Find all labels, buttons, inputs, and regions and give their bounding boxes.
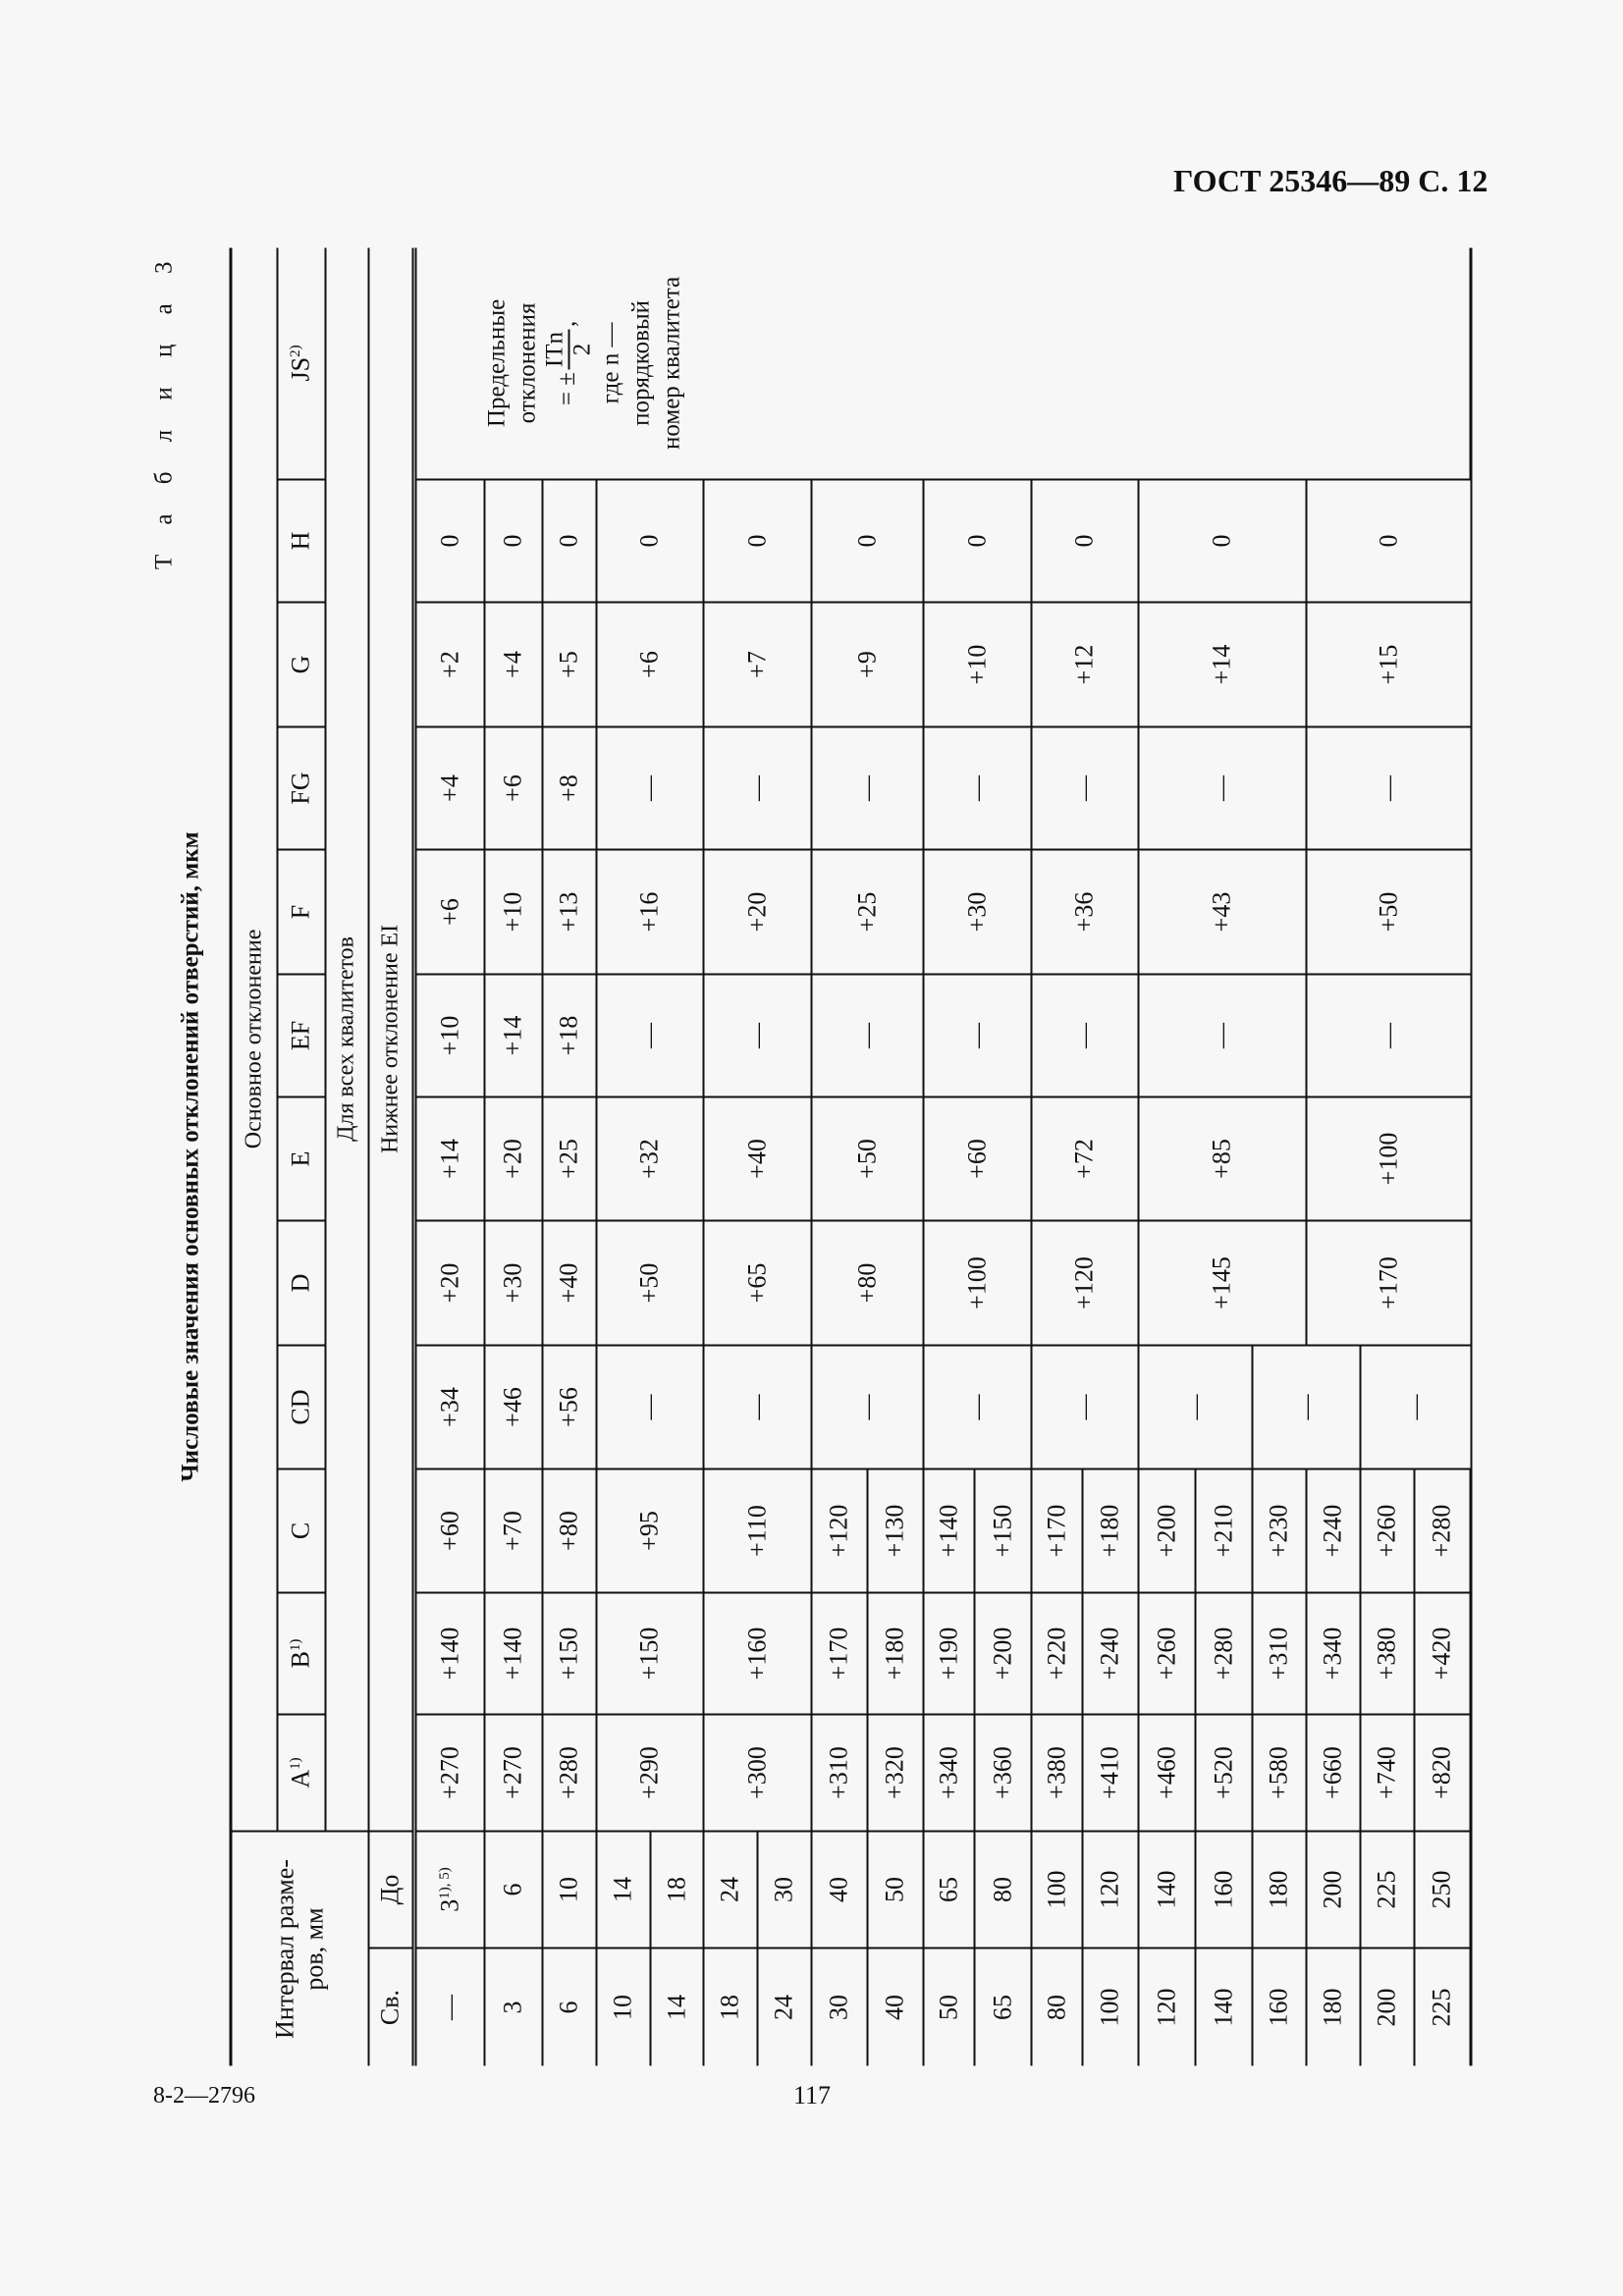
value-fg: — bbox=[1031, 727, 1138, 850]
value-e: +40 bbox=[703, 1097, 811, 1221]
footer-code: 8-2—2796 bbox=[153, 2083, 255, 2109]
value-f: +16 bbox=[596, 850, 703, 975]
value-c: +60 bbox=[414, 1469, 484, 1593]
size-to bbox=[867, 1832, 923, 1949]
value-c: +210 bbox=[1195, 1469, 1252, 1593]
column-letter: B bbox=[286, 1651, 315, 1669]
value-f: +20 bbox=[703, 850, 811, 975]
size-from: 10 bbox=[596, 1949, 650, 2066]
value-ef: — bbox=[1306, 975, 1471, 1097]
size-to-value: 160 bbox=[1209, 1870, 1237, 1909]
footnote-ref: 1), 5) bbox=[436, 1867, 453, 1899]
value-b: +310 bbox=[1252, 1593, 1306, 1715]
js-note-line: номер квалитета bbox=[658, 276, 685, 451]
size-to-value: 30 bbox=[769, 1877, 798, 1902]
value-d: +145 bbox=[1138, 1221, 1306, 1346]
value-g: +6 bbox=[596, 603, 703, 727]
size-to bbox=[596, 1832, 650, 1949]
size-from: 40 bbox=[867, 1949, 923, 2066]
value-fg: — bbox=[923, 727, 1031, 850]
value-f: +25 bbox=[811, 850, 923, 975]
size-to-value: 10 bbox=[554, 1877, 583, 1902]
value-cd: — bbox=[703, 1346, 811, 1469]
value-b: +340 bbox=[1306, 1593, 1360, 1715]
value-h: 0 bbox=[703, 480, 811, 603]
value-ef: — bbox=[811, 975, 923, 1097]
table-row bbox=[1306, 247, 1360, 2065]
value-a: +280 bbox=[542, 1715, 596, 1832]
value-c: +170 bbox=[1031, 1469, 1082, 1593]
value-d: +20 bbox=[414, 1221, 484, 1346]
table-row bbox=[923, 247, 974, 2065]
interval-header-line1: Интервал разме- bbox=[270, 1859, 299, 2039]
value-a: +660 bbox=[1306, 1715, 1360, 1832]
size-to bbox=[542, 1832, 596, 1949]
value-cd: — bbox=[1252, 1346, 1360, 1469]
column-header-js bbox=[277, 247, 325, 479]
fraction-denominator: 2 bbox=[568, 343, 596, 356]
main-deviation-header: Основное отклонение bbox=[231, 247, 277, 1831]
value-h: 0 bbox=[811, 480, 923, 603]
value-c: +180 bbox=[1082, 1469, 1138, 1593]
column-letter: FG bbox=[286, 772, 315, 805]
value-ef: — bbox=[1138, 975, 1306, 1097]
value-c: +200 bbox=[1138, 1469, 1195, 1593]
js-note-eq-suffix: , bbox=[554, 320, 581, 327]
js-note-line: где n — bbox=[597, 322, 624, 404]
size-to bbox=[811, 1832, 867, 1949]
value-a: +270 bbox=[484, 1715, 542, 1832]
value-a: +270 bbox=[414, 1715, 484, 1832]
table-row bbox=[484, 247, 542, 2065]
column-header-e bbox=[277, 1097, 325, 1221]
value-c: +70 bbox=[484, 1469, 542, 1593]
value-c: +150 bbox=[974, 1469, 1031, 1593]
value-a: +520 bbox=[1195, 1715, 1252, 1832]
column-header-g bbox=[277, 603, 325, 727]
value-ef: +10 bbox=[414, 975, 484, 1097]
value-c: +280 bbox=[1414, 1469, 1471, 1593]
column-header-d bbox=[277, 1221, 325, 1346]
value-h: 0 bbox=[414, 480, 484, 603]
value-b: +200 bbox=[974, 1593, 1031, 1715]
value-g: +2 bbox=[414, 603, 484, 727]
value-cd: — bbox=[811, 1346, 923, 1469]
size-from: 18 bbox=[703, 1949, 757, 2066]
size-to-value: 24 bbox=[715, 1877, 744, 1902]
size-to bbox=[1252, 1832, 1306, 1949]
interval-header bbox=[231, 1832, 368, 2066]
value-c: +80 bbox=[542, 1469, 596, 1593]
value-ef: +14 bbox=[484, 975, 542, 1097]
value-h: 0 bbox=[923, 480, 1031, 603]
rotated-table-block bbox=[132, 248, 1472, 2066]
value-a: +820 bbox=[1414, 1715, 1471, 1832]
value-b: +260 bbox=[1138, 1593, 1195, 1715]
value-f: +10 bbox=[484, 850, 542, 975]
size-to bbox=[1031, 1832, 1082, 1949]
size-to bbox=[757, 1832, 811, 1949]
value-a: +340 bbox=[923, 1715, 974, 1832]
value-b: +150 bbox=[542, 1593, 596, 1715]
value-fg: — bbox=[596, 727, 703, 850]
interval-header-line2: ров, мм bbox=[299, 1907, 329, 1991]
size-from: 100 bbox=[1082, 1949, 1138, 2066]
value-g: +4 bbox=[484, 603, 542, 727]
footnote-ref: 1) bbox=[287, 1757, 303, 1770]
value-f: +6 bbox=[414, 850, 484, 975]
value-ef: +18 bbox=[542, 975, 596, 1097]
js-note-line: Предельные bbox=[483, 298, 511, 428]
value-c: +130 bbox=[867, 1469, 923, 1593]
value-c: +260 bbox=[1360, 1469, 1414, 1593]
value-g: +12 bbox=[1031, 603, 1138, 727]
table-row bbox=[596, 247, 650, 2065]
value-d: +30 bbox=[484, 1221, 542, 1346]
size-from: 65 bbox=[974, 1949, 1031, 2066]
size-from: 6 bbox=[542, 1949, 596, 2066]
value-cd: +56 bbox=[542, 1346, 596, 1469]
value-c: +95 bbox=[596, 1469, 703, 1593]
value-f: +36 bbox=[1031, 850, 1138, 975]
column-letter: G bbox=[286, 655, 315, 674]
value-e: +60 bbox=[923, 1097, 1031, 1221]
value-f: +13 bbox=[542, 850, 596, 975]
table-row bbox=[1031, 247, 1082, 2065]
size-from: — bbox=[414, 1949, 484, 2066]
value-c: +110 bbox=[703, 1469, 811, 1593]
column-letter: CD bbox=[286, 1389, 315, 1425]
value-cd: — bbox=[1138, 1346, 1252, 1469]
value-h: 0 bbox=[542, 480, 596, 603]
value-d: +50 bbox=[596, 1221, 703, 1346]
value-a: +740 bbox=[1360, 1715, 1414, 1832]
value-e: +14 bbox=[414, 1097, 484, 1221]
value-cd: — bbox=[1360, 1346, 1471, 1469]
value-b: +420 bbox=[1414, 1593, 1471, 1715]
value-b: +140 bbox=[484, 1593, 542, 1715]
value-ef: — bbox=[703, 975, 811, 1097]
fraction-numerator: ITn bbox=[541, 331, 568, 368]
size-from: 160 bbox=[1252, 1949, 1306, 2066]
size-to-value: 100 bbox=[1042, 1870, 1070, 1909]
column-letter: F bbox=[286, 904, 315, 920]
column-header-f bbox=[277, 850, 325, 975]
js-note-fraction bbox=[543, 330, 596, 369]
value-b: +140 bbox=[414, 1593, 484, 1715]
footnote-ref: 1) bbox=[287, 1638, 303, 1652]
size-to bbox=[1082, 1832, 1138, 1949]
column-letter: D bbox=[286, 1273, 315, 1293]
value-fg: — bbox=[811, 727, 923, 850]
js-note-line: порядковый bbox=[627, 299, 655, 426]
size-to-value: 40 bbox=[824, 1877, 853, 1902]
value-a: +320 bbox=[867, 1715, 923, 1832]
value-fg: +4 bbox=[414, 727, 484, 850]
column-header-a bbox=[277, 1715, 325, 1832]
value-fg: +8 bbox=[542, 727, 596, 850]
size-to-value: 120 bbox=[1095, 1870, 1124, 1909]
table-row bbox=[1138, 247, 1195, 2065]
value-cd: — bbox=[923, 1346, 1031, 1469]
value-ef: — bbox=[923, 975, 1031, 1097]
size-to-value: 3 bbox=[435, 1898, 464, 1912]
value-f: +43 bbox=[1138, 850, 1306, 975]
size-to-value: 200 bbox=[1318, 1870, 1347, 1909]
size-to-value: 140 bbox=[1152, 1870, 1180, 1909]
column-header-h bbox=[277, 480, 325, 603]
value-ef: — bbox=[1031, 975, 1138, 1097]
value-f: +50 bbox=[1306, 850, 1471, 975]
size-to-value: 250 bbox=[1427, 1870, 1456, 1909]
value-e: +100 bbox=[1306, 1097, 1471, 1221]
size-to bbox=[1360, 1832, 1414, 1949]
value-g: +14 bbox=[1138, 603, 1306, 727]
js-note-cell bbox=[414, 247, 1471, 479]
value-b: +240 bbox=[1082, 1593, 1138, 1715]
document-header: ГОСТ 25346—89 С. 12 bbox=[1173, 163, 1488, 198]
page-number: 117 bbox=[793, 2081, 832, 2109]
size-to bbox=[703, 1832, 757, 1949]
value-b: +160 bbox=[703, 1593, 811, 1715]
value-c: +120 bbox=[811, 1469, 867, 1593]
value-d: +100 bbox=[923, 1221, 1031, 1346]
value-g: +15 bbox=[1306, 603, 1471, 727]
value-c: +230 bbox=[1252, 1469, 1306, 1593]
value-b: +180 bbox=[867, 1593, 923, 1715]
size-to-value: 6 bbox=[498, 1883, 527, 1896]
size-from: 200 bbox=[1360, 1949, 1414, 2066]
value-fg: — bbox=[1306, 727, 1471, 850]
column-letter: EF bbox=[286, 1020, 315, 1051]
value-a: +460 bbox=[1138, 1715, 1195, 1832]
value-d: +170 bbox=[1306, 1221, 1471, 1346]
all-grades-header: Для всех квалитетов bbox=[325, 247, 368, 1831]
value-h: 0 bbox=[596, 480, 703, 603]
table-row bbox=[703, 247, 757, 2065]
table-row bbox=[414, 247, 484, 2065]
size-to-value: 18 bbox=[662, 1877, 690, 1902]
size-from: 120 bbox=[1138, 1949, 1195, 2066]
column-letter: H bbox=[286, 531, 315, 551]
value-cd: — bbox=[1031, 1346, 1138, 1469]
value-fg: — bbox=[1138, 727, 1306, 850]
size-from: 140 bbox=[1195, 1949, 1252, 2066]
size-to-value: 80 bbox=[988, 1877, 1016, 1902]
size-to bbox=[974, 1832, 1031, 1949]
value-cd: +46 bbox=[484, 1346, 542, 1469]
lower-deviation-header: Нижнее отклонение EI bbox=[368, 247, 414, 1831]
value-a: +410 bbox=[1082, 1715, 1138, 1832]
size-to bbox=[1414, 1832, 1471, 1949]
footnote-ref: 2) bbox=[287, 345, 303, 357]
size-to-value: 180 bbox=[1264, 1870, 1293, 1909]
value-b: +280 bbox=[1195, 1593, 1252, 1715]
size-to-value: 225 bbox=[1372, 1870, 1401, 1909]
value-e: +85 bbox=[1138, 1097, 1306, 1221]
size-from: 14 bbox=[650, 1949, 703, 2066]
js-note-eq: = ± bbox=[554, 372, 581, 406]
size-to-value: 65 bbox=[934, 1877, 962, 1902]
value-d: +65 bbox=[703, 1221, 811, 1346]
value-e: +25 bbox=[542, 1097, 596, 1221]
column-header-ef bbox=[277, 975, 325, 1097]
size-to bbox=[1306, 1832, 1360, 1949]
size-from: 3 bbox=[484, 1949, 542, 2066]
column-letter: E bbox=[286, 1150, 315, 1167]
value-g: +9 bbox=[811, 603, 923, 727]
value-g: +5 bbox=[542, 603, 596, 727]
value-a: +360 bbox=[974, 1715, 1031, 1832]
value-h: 0 bbox=[1306, 480, 1471, 603]
sv-header: Св. bbox=[368, 1949, 414, 2066]
size-from: 80 bbox=[1031, 1949, 1082, 2066]
size-to bbox=[484, 1832, 542, 1949]
value-b: +170 bbox=[811, 1593, 867, 1715]
table-label: Т а б л и ц а 3 bbox=[150, 249, 178, 570]
deviations-table bbox=[230, 247, 1473, 2065]
value-h: 0 bbox=[1138, 480, 1306, 603]
value-cd: +34 bbox=[414, 1346, 484, 1469]
table-row bbox=[542, 247, 596, 2065]
column-header-b bbox=[277, 1593, 325, 1715]
size-to-value: 14 bbox=[608, 1877, 637, 1902]
size-from: 24 bbox=[757, 1949, 811, 2066]
value-c: +240 bbox=[1306, 1469, 1360, 1593]
value-a: +580 bbox=[1252, 1715, 1306, 1832]
size-from: 50 bbox=[923, 1949, 974, 2066]
value-e: +32 bbox=[596, 1097, 703, 1221]
value-b: +150 bbox=[596, 1593, 703, 1715]
value-a: +380 bbox=[1031, 1715, 1082, 1832]
table-title: Числовые значения основных отклонений отверстий, мкм bbox=[177, 831, 204, 1482]
size-from: 30 bbox=[811, 1949, 867, 2066]
column-letter: A bbox=[286, 1769, 315, 1789]
value-e: +20 bbox=[484, 1097, 542, 1221]
size-to-value: 50 bbox=[880, 1877, 909, 1902]
value-a: +300 bbox=[703, 1715, 811, 1832]
value-f: +30 bbox=[923, 850, 1031, 975]
value-cd: — bbox=[596, 1346, 703, 1469]
column-header-c bbox=[277, 1469, 325, 1593]
value-d: +120 bbox=[1031, 1221, 1138, 1346]
size-from: 180 bbox=[1306, 1949, 1360, 2066]
size-to bbox=[923, 1832, 974, 1949]
value-g: +10 bbox=[923, 603, 1031, 727]
value-a: +310 bbox=[811, 1715, 867, 1832]
value-ef: — bbox=[596, 975, 703, 1097]
column-header-fg bbox=[277, 727, 325, 850]
size-to bbox=[650, 1832, 703, 1949]
value-d: +80 bbox=[811, 1221, 923, 1346]
js-note-line: отклонения bbox=[514, 302, 541, 424]
value-fg: — bbox=[703, 727, 811, 850]
column-header-cd bbox=[277, 1346, 325, 1469]
column-letter: C bbox=[286, 1522, 315, 1540]
value-fg: +6 bbox=[484, 727, 542, 850]
size-to bbox=[1138, 1832, 1195, 1949]
size-from: 225 bbox=[1414, 1949, 1471, 2066]
value-b: +380 bbox=[1360, 1593, 1414, 1715]
value-e: +50 bbox=[811, 1097, 923, 1221]
column-letter: JS bbox=[286, 356, 315, 382]
table-row bbox=[811, 247, 867, 2065]
size-to bbox=[1195, 1832, 1252, 1949]
value-d: +40 bbox=[542, 1221, 596, 1346]
value-b: +190 bbox=[923, 1593, 974, 1715]
do-header: До bbox=[368, 1832, 414, 1949]
size-to bbox=[414, 1832, 484, 1949]
value-h: 0 bbox=[1031, 480, 1138, 603]
value-e: +72 bbox=[1031, 1097, 1138, 1221]
value-g: +7 bbox=[703, 603, 811, 727]
value-a: +290 bbox=[596, 1715, 703, 1832]
value-c: +140 bbox=[923, 1469, 974, 1593]
value-h: 0 bbox=[484, 480, 542, 603]
value-b: +220 bbox=[1031, 1593, 1082, 1715]
